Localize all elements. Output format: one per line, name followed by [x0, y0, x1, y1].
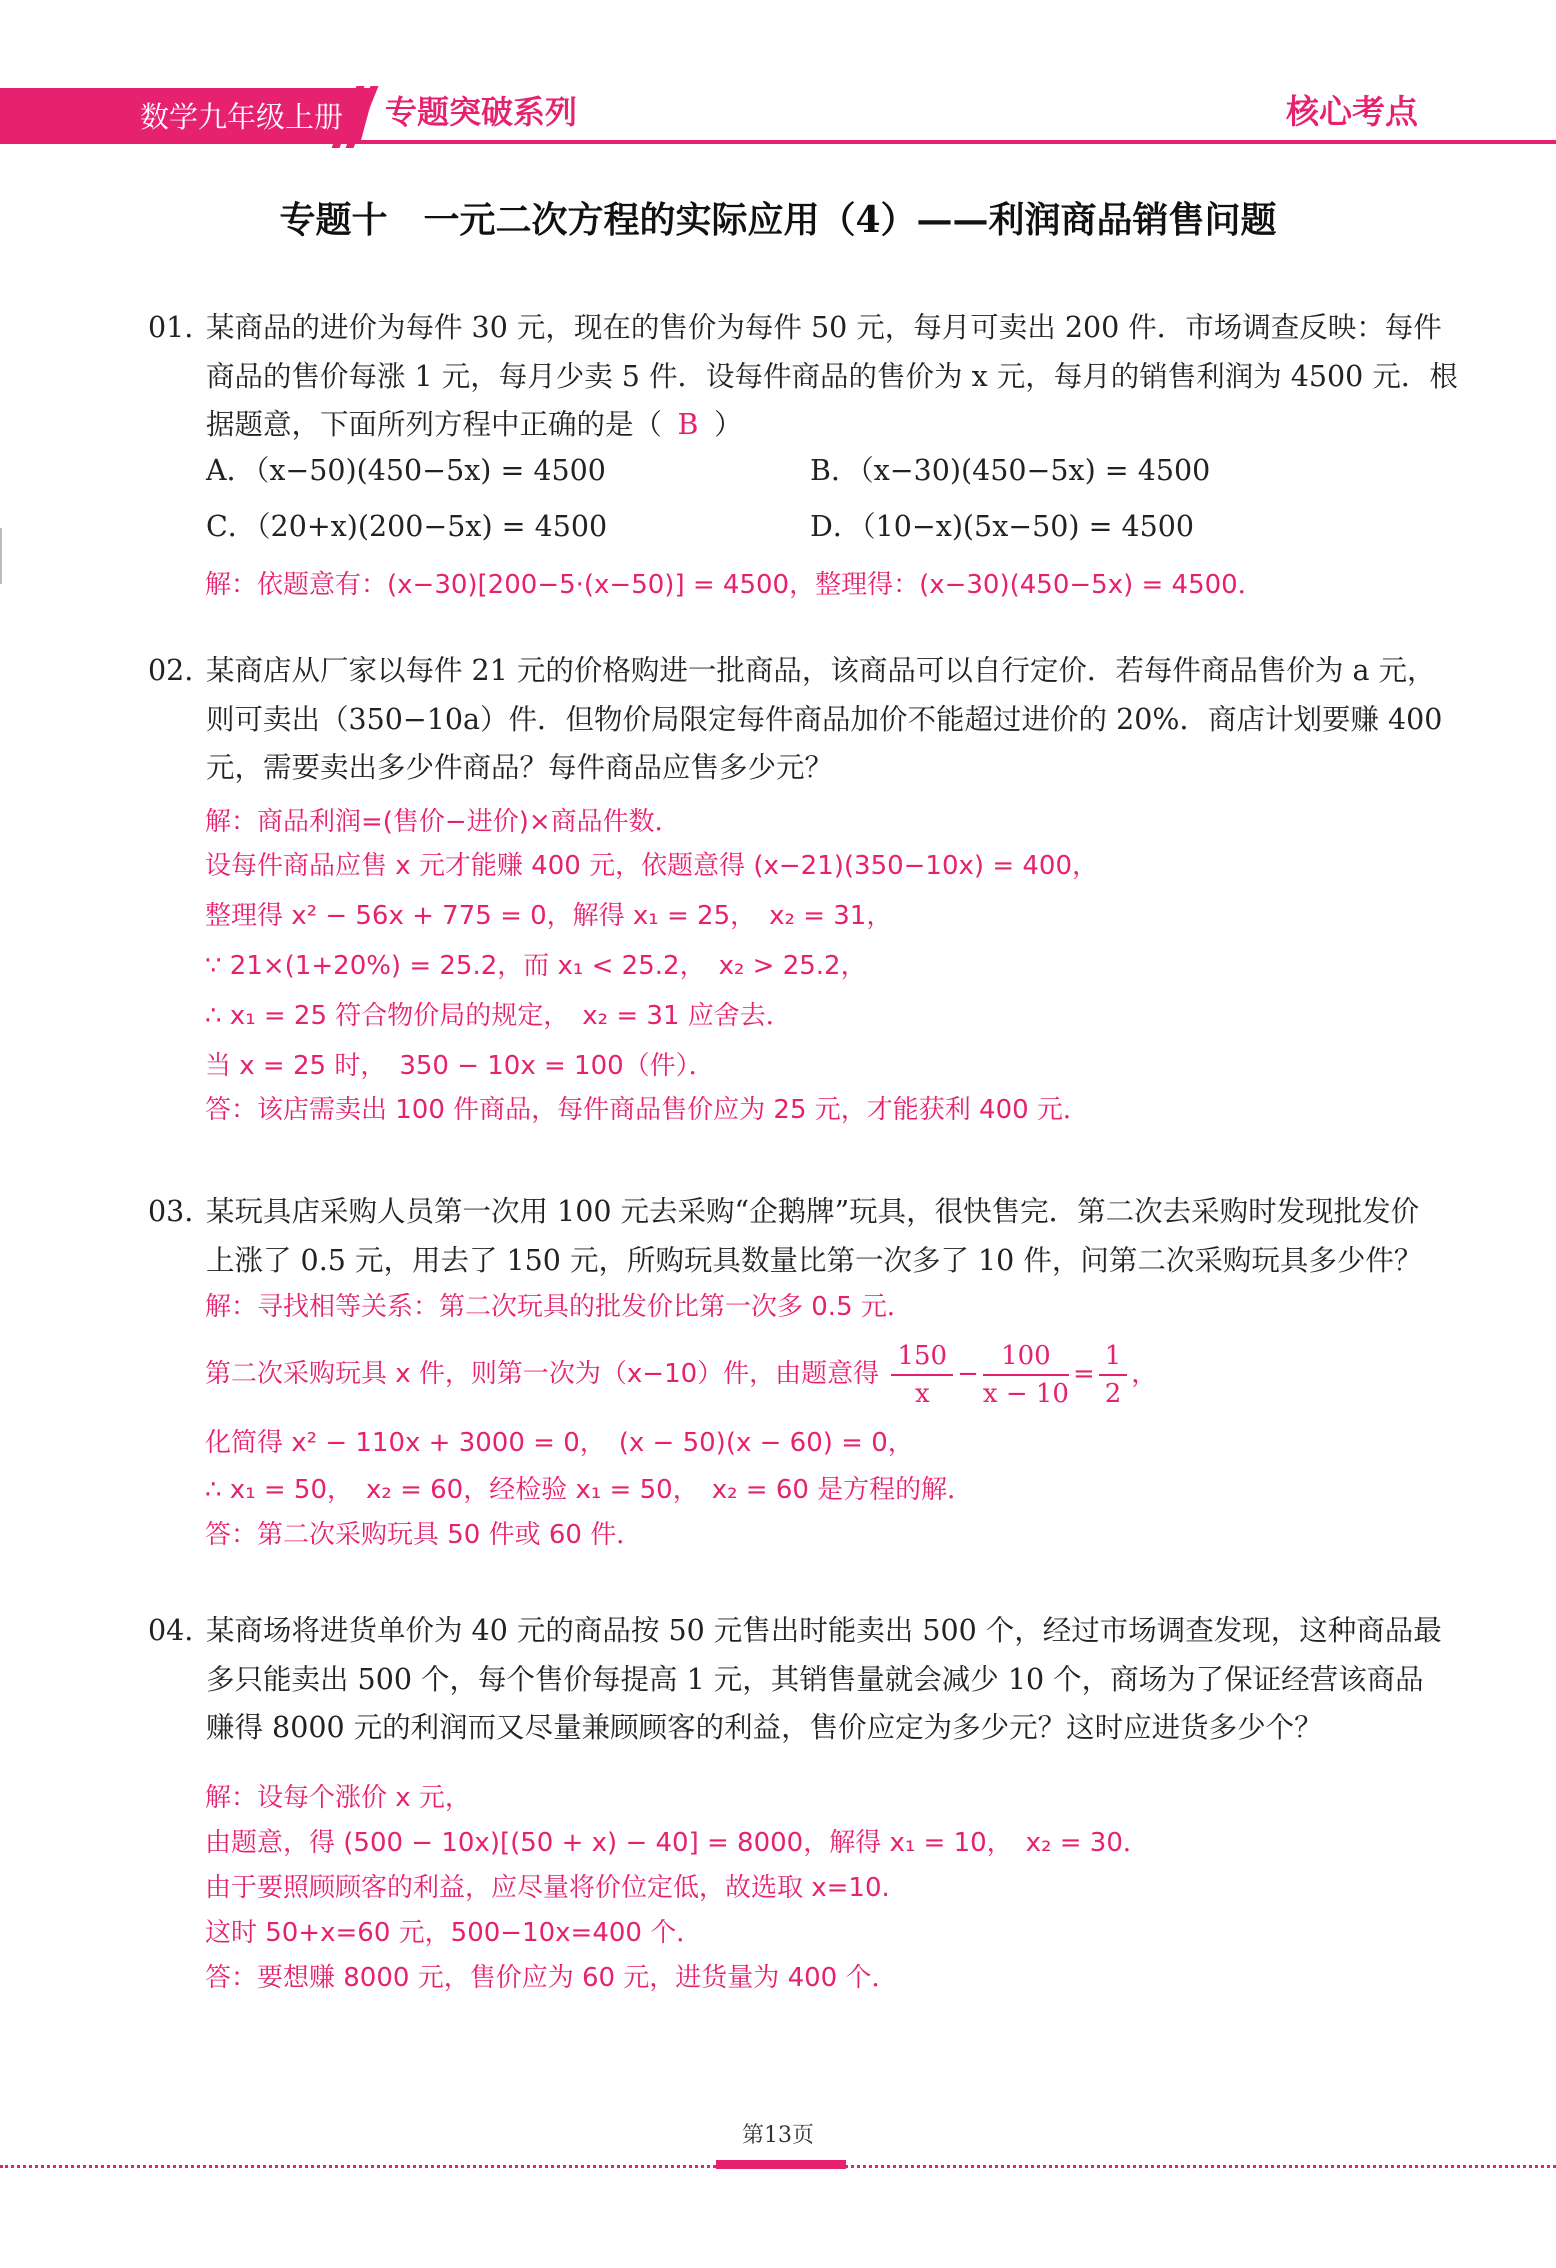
question-text-line: 某玩具店采购人员第一次用 100 元去采购“企鹅牌”玩具，很快售完．第二次去采购时发现批发价 — [206, 1195, 1420, 1228]
solution-text: 第二次采购玩具 x 件，则第一次为（x−10）件，由题意得 — [205, 1359, 880, 1389]
solution-line: ∵ 21×(1+20%) = 25.2，而 x₁ < 25.2， x₂ > 25.2， — [205, 951, 867, 981]
denominator: x − 10 — [982, 1378, 1069, 1409]
option-b: B．（x−30)(450−5x) = 4500 — [810, 454, 1211, 487]
solution-line: 这时 50+x=60 元，500−10x=400 个． — [205, 1918, 703, 1948]
question-text-line: 元，需要卖出多少件商品？每件商品应售多少元？ — [206, 751, 834, 784]
solution-line: 解：设每个涨价 x 元， — [205, 1783, 471, 1813]
question-text-line: 赚得 8000 元的利润而又尽量兼顾顾客的利益，售价应定为多少元？这时应进货多少个？ — [206, 1711, 1323, 1744]
fraction — [983, 1338, 1069, 1412]
solution-line: 化简得 x² − 110x + 3000 = 0， (x − 50)(x − 60) = 0， — [205, 1428, 914, 1458]
solution-line: ∴ x₁ = 25 符合物价局的规定， x₂ = 31 应舍去． — [205, 1001, 792, 1031]
solution-line: 第二次采购玩具 x 件，则第一次为（x−10）件，由题意得 $\frac{150}{x}$ − $\frac{100}{x - 10}$ = $\frac{1}{2}$ ， — [205, 1330, 1157, 1418]
question-4 — [148, 1607, 1442, 1753]
solution-line: 由于要照顾顾客的利益，应尽量将价位定低，故选取 x=10. — [205, 1873, 890, 1903]
solution-line: 解：寻找相等关系：第二次玩具的批发价比第一次多 0.5 元． — [205, 1292, 913, 1322]
question-text-line: 多只能卖出 500 个，每个售价每提高 1 元，其销售量就会减少 10 个，商场为了保证经营该商品 — [206, 1662, 1424, 1696]
solution-line: 答：第二次采购玩具 50 件或 60 件． — [205, 1520, 643, 1550]
question-number: 04. — [148, 1614, 194, 1647]
fraction — [1099, 1338, 1128, 1412]
question-text-fragment: ） — [714, 408, 743, 441]
page-title: 专题十 一元二次方程的实际应用（4）——利润商品销售问题 — [279, 199, 1277, 241]
solution-4 — [205, 1776, 1149, 2001]
question-text-line — [206, 401, 1428, 450]
option-c: C．（20+x)(200−5x) = 4500 — [206, 510, 608, 543]
header-rule — [0, 140, 1556, 144]
solution-line: 解：依题意有：(x−30)[200−5·(x−50)] = 4500，整理得：(x−30)(450−5x) = 4500． — [205, 570, 1264, 600]
question-text-line: 上涨了 0.5 元，用去了 150 元，所购玩具数量比第一次多了 10 件，问第二次采购玩具多少件？ — [206, 1243, 1423, 1277]
denominator: x — [914, 1378, 930, 1409]
numerator: 1 — [1099, 1338, 1128, 1376]
solution-1 — [205, 563, 1264, 608]
question-text-line: 则可卖出（350−10a）件．但物价局限定每件商品加价不能超过进价的 20%．商店计划要赚 400 — [206, 702, 1443, 736]
header-grade: 数学九年级上册 — [140, 100, 344, 134]
solution-3 — [205, 1285, 1157, 1558]
solution-line: 设每件商品应售 x 元才能赚 400 元，依题意得 (x−21)(350−10x) = 400， — [205, 851, 1098, 881]
solution-line: 由题意，得 (500 − 10x)[(50 + x) − 40] = 8000，解得 x₁ = 10， x₂ = 30． — [205, 1828, 1149, 1858]
margin-mark — [0, 528, 2, 584]
question-1 — [148, 304, 1458, 450]
question-3 — [148, 1188, 1428, 1285]
question-text-line: 某商店从厂家以每件 21 元的价格购进一批商品，该商品可以自行定价．若每件商品售价为 a 元， — [206, 654, 1436, 687]
question-number: 02. — [148, 654, 194, 687]
question-number: 01. — [148, 311, 194, 344]
footer-accent-bar — [716, 2160, 846, 2169]
denominator: 2 — [1104, 1378, 1122, 1409]
question-text-line: 商品的售价每涨 1 元，每月少卖 5 件．设每件商品的售价为 x 元，每月的销售利润为 4500 元．根 — [206, 359, 1458, 393]
solution-line: 当 x = 25 时， 350 − 10x = 100（件）． — [205, 1051, 715, 1081]
question-number: 03. — [148, 1195, 194, 1228]
solution-line: 答：该店需卖出 100 件商品，每件商品售价应为 25 元，才能获利 400 元． — [205, 1095, 1089, 1125]
solution-2 — [205, 800, 1098, 1133]
solution-line: 解：商品利润=(售价−进价)×商品件数． — [205, 807, 681, 837]
solution-line: 答：要想赚 8000 元，售价应为 60 元，进货量为 400 个． — [205, 1963, 898, 1993]
question-text-fragment: 据题意，下面所列方程中正确的是（ — [206, 408, 663, 441]
header-series: 专题突破系列 — [385, 93, 578, 131]
numerator: 100 — [983, 1338, 1069, 1376]
question-2 — [148, 647, 1443, 793]
fraction — [891, 1338, 953, 1412]
answer-choice: B — [677, 408, 699, 441]
solution-line: 整理得 x² − 56x + 775 = 0，解得 x₁ = 25， x₂ = 31， — [205, 901, 893, 931]
solution-line: ∴ x₁ = 50， x₂ = 60，经检验 x₁ = 50， x₂ = 60 是方程的解． — [205, 1475, 974, 1505]
option-d: D．（10−x)(5x−50) = 4500 — [810, 510, 1195, 543]
numerator: 150 — [891, 1338, 953, 1376]
question-text-line: 某商场将进货单价为 40 元的商品按 50 元售出时能卖出 500 个，经过市场调查发现，这种商品最 — [206, 1614, 1442, 1647]
header-topic: 核心考点 — [1286, 92, 1418, 131]
page-number: 第13页 — [742, 2123, 814, 2148]
option-a: A．（x−50)(450−5x) = 4500 — [206, 454, 606, 487]
question-text-line: 某商品的进价为每件 30 元，现在的售价为每件 50 元，每月可卖出 200 件．市场调查反映：每件 — [206, 311, 1442, 344]
